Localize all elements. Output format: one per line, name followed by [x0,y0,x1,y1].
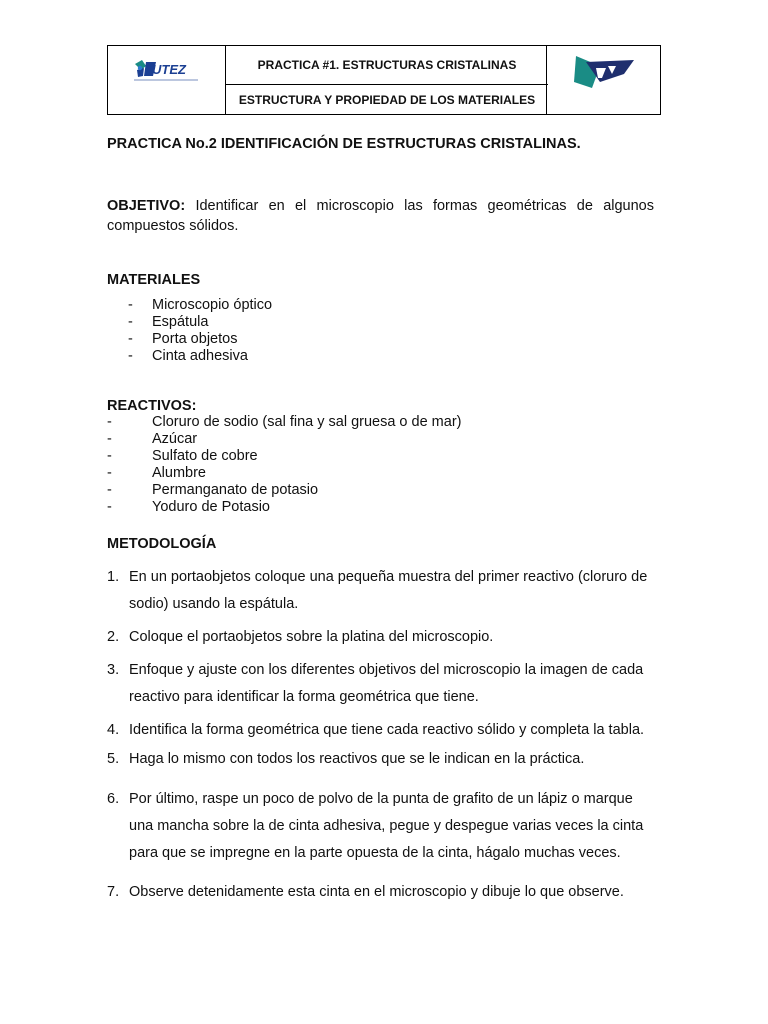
header-subtitle: ESTRUCTURA Y PROPIEDAD DE LOS MATERIALES [238,92,536,107]
document-header [107,45,661,115]
materials-heading: MATERIALES [107,272,201,288]
objective-text: Identificar en el microscopio las formas geométricas de algunos compuestos sólidos. [107,198,654,234]
practice-title: PRACTICA No.2 IDENTIFICACIÓN DE ESTRUCTURAS CRISTALINAS. [107,136,581,152]
objective-paragraph [107,196,654,236]
header-title: PRACTICA #1. ESTRUCTURAS CRISTALINAS [226,46,548,85]
methodology-heading: METODOLOGÍA [107,536,217,552]
header-logo-cell-left [108,46,226,114]
university-logo-icon [572,52,638,90]
objective-label: OBJETIVO: [107,198,186,214]
utez-logo [132,58,204,84]
header-logo-cell-right [546,46,660,114]
reagents-heading: REACTIVOS: [107,398,197,414]
utez-logo-text: UTEZ [152,62,186,77]
